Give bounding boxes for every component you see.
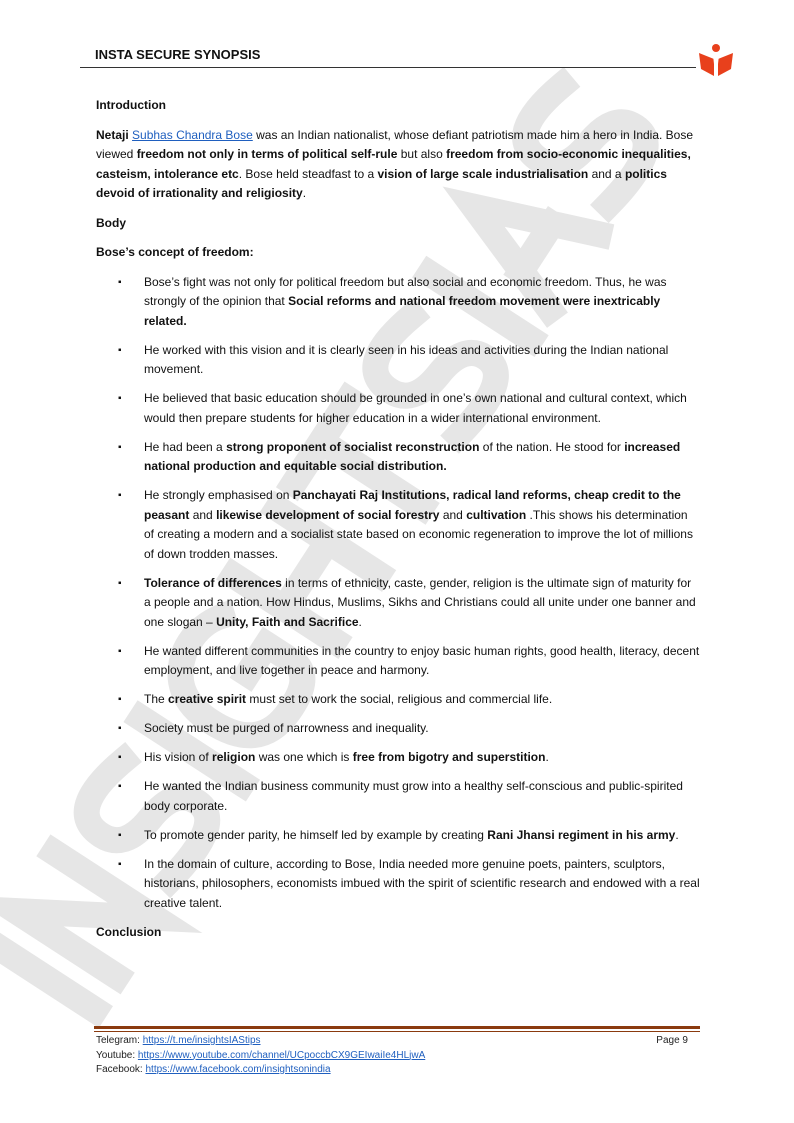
bullet-item <box>118 273 700 332</box>
bold-text: Panchayati Raj Institutions, radical land reforms, cheap credit to the peasant <box>144 488 681 522</box>
bullet-item <box>118 574 700 633</box>
text: was one which is <box>255 750 353 764</box>
footer-youtube <box>96 1049 700 1064</box>
text: . <box>358 614 362 629</box>
bullet-icon: ▪ <box>118 577 122 589</box>
footer-facebook <box>96 1063 700 1078</box>
bold-text: religion <box>212 750 256 764</box>
text: . Bose held steadfast to a <box>238 166 378 181</box>
bullet-icon: ▪ <box>118 441 122 453</box>
youtube-label: Youtube: <box>96 1049 138 1061</box>
text: and <box>439 507 467 522</box>
bullet-icon: ▪ <box>118 694 122 705</box>
bullet-icon: ▪ <box>118 781 122 792</box>
text: must set to work the social, religious and commercial life. <box>246 692 553 706</box>
bullet-icon: ▪ <box>118 858 122 870</box>
header-title: INSTA SECURE SYNOPSIS <box>95 47 261 62</box>
bold-text: Unity, Faith and Sacrifice <box>216 614 359 629</box>
introduction-heading: Introduction <box>96 98 166 112</box>
document-body <box>96 96 700 952</box>
bold-text: Netaji <box>96 127 129 142</box>
bullet-item <box>118 748 700 768</box>
text: was an Indian nationalist, whose defiant patriotism made him a hero in India. Bose viewed <box>96 127 694 161</box>
facebook-label: Facebook: <box>96 1064 146 1075</box>
text: In the domain of culture, according to Bose, India needed more genuine poets, painters, sculptors, historians, philosophers, economists imbued with the spirit of scientific research and endowed with a real creative talent. <box>144 856 700 910</box>
bullet-icon: ▪ <box>118 645 122 657</box>
bullet-item <box>118 389 700 428</box>
bullet-item <box>118 719 700 739</box>
footer-divider-thick <box>94 1026 700 1029</box>
conclusion-heading: Conclusion <box>96 924 162 939</box>
bold-text: creative spirit <box>168 692 247 706</box>
footer-telegram <box>96 1034 700 1049</box>
body-heading: Body <box>96 215 126 230</box>
telegram-link[interactable]: https://t.me/insightsIAStips <box>142 1035 261 1046</box>
subhas-chandra-bose-link[interactable]: Subhas Chandra Bose <box>132 127 253 142</box>
bullet-icon: ▪ <box>118 829 122 841</box>
footer <box>96 1034 700 1078</box>
text: .This shows his determination of creating a modern and a socialist state based on economic regeneration to improve the lot of millions of down trodden masses. <box>144 507 693 561</box>
bold-text: likewise development of social forestry <box>216 507 440 522</box>
bullet-item <box>118 777 700 816</box>
bullet-list <box>96 273 700 914</box>
page-number: Page 9 <box>656 1035 688 1046</box>
text: His vision of <box>144 750 213 764</box>
text: He believed that basic education should be grounded in one’s own national and cultural context, which would then prepare students for higher education in a wider international environment. <box>144 391 687 425</box>
text: . <box>545 750 549 764</box>
bold-text: freedom from socio-economic inequalities, casteism, intolerance etc <box>96 147 691 181</box>
text: He worked with this vision and it is clearly seen in his ideas and activities during the Indian national movement. <box>144 342 669 376</box>
youtube-link[interactable]: https://www.youtube.com/channel/UCpoccbCX9GEIwaiIe4HLjwA <box>137 1049 426 1061</box>
text: . <box>675 827 679 842</box>
bullet-icon: ▪ <box>118 276 122 288</box>
text: To promote gender parity, he himself led by example by creating <box>144 827 488 842</box>
bold-text: Rani Jhansi regiment in his army <box>487 827 676 842</box>
text: He strongly emphasised on <box>144 488 293 502</box>
telegram-label: Telegram: <box>96 1035 143 1046</box>
insights-logo-icon <box>697 43 735 77</box>
bullet-icon: ▪ <box>118 490 122 501</box>
text: . <box>302 186 307 200</box>
bold-text: strong proponent of socialist reconstruction <box>226 439 480 454</box>
bold-text: politics devoid of irrationality and religiosity <box>96 166 667 200</box>
bullet-item <box>118 642 700 681</box>
bold-text: free from bigotry and superstition <box>352 750 546 764</box>
text: Society must be purged of narrowness and inequality. <box>144 721 429 735</box>
bold-text: Tolerance of differences <box>144 575 282 590</box>
bullet-icon: ▪ <box>118 723 122 734</box>
bullet-item <box>118 438 700 477</box>
text: He had been a <box>144 439 227 454</box>
text: in terms of ethnicity, caste, gender, religion is the ultimate sign of maturity for a people and a nation. How Hindus, Muslims, Sikhs and Christians could all unite under one banner and one slogan – <box>144 575 696 629</box>
concept-subheading: Bose’s concept of freedom: <box>96 245 254 259</box>
introduction-paragraph <box>96 126 700 204</box>
bullet-icon: ▪ <box>118 393 122 404</box>
text: The <box>144 692 169 706</box>
facebook-link[interactable]: https://www.facebook.com/insightsonindia <box>145 1064 331 1075</box>
footer-divider-thin <box>94 1031 700 1032</box>
bold-text: increased national production and equitable social distribution. <box>144 439 681 473</box>
bullet-item <box>118 855 700 914</box>
bullet-item <box>118 690 700 710</box>
bold-text: Social reforms and national freedom movement were inextricably related. <box>144 294 661 328</box>
bold-text: freedom not only in terms of political self-rule <box>136 147 398 161</box>
text: but also <box>397 147 447 161</box>
bullet-item <box>118 826 700 846</box>
text: He wanted the Indian business community must grow into a healthy self-conscious and public-spirited body corporate. <box>144 779 683 813</box>
header-divider <box>80 67 696 68</box>
text: of the nation. He stood for <box>479 439 625 454</box>
text: Bose’s fight was not only for political freedom but also social and economic freedom. Thus, he was strongly of the opinion that <box>144 274 667 308</box>
bold-text: vision of large scale industrialisation <box>377 166 589 181</box>
bullet-icon: ▪ <box>118 752 122 763</box>
bullet-item <box>118 341 700 380</box>
text: and <box>189 507 217 522</box>
bullet-item <box>118 486 700 564</box>
text: and a <box>588 166 625 181</box>
bullet-icon: ▪ <box>118 344 122 356</box>
bold-text: cultivation <box>466 507 527 522</box>
text: He wanted different communities in the country to enjoy basic human rights, good health, literacy, decent employment, and live together in peace and harmony. <box>144 643 700 677</box>
